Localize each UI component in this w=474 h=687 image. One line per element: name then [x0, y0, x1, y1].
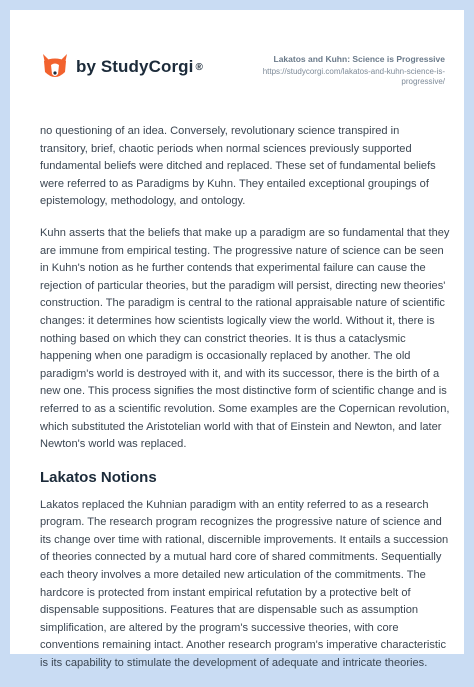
document-body: [40, 123, 450, 687]
document-title: Lakatos and Kuhn: Science is Progressive: [273, 54, 445, 64]
paragraph-2: Kuhn asserts that the beliefs that make up a paradigm are so fundamental that they are immune from empirical testing. The progressive nature of science can be seen in Kuhn's notion as he further contends that experimental failure can cause the rejection of particular theories, but the paradigm will persist, directing new theories' construction. The paradigm is central to the rational appraisable nature of scientific changes: it determines how scientists logically view the world. Without it, there is nothing based on which they can constrict theories. It is thus a cataclysmic happening when one paradigm is occasionally replaced by another. The old paradigm's world is destroyed with it, and with its successor, there is the birth of a new one. This process signifies the most distinctive form of scientific change and is referred to as a scientific revolution. Some examples are the Copernican revolution, which substituted the Aristotelian world with that of Einstein and Newton, and later Newton's world was replaced.: [40, 226, 450, 451]
corgi-icon: [40, 52, 70, 82]
paragraph-3: Lakatos replaced the Kuhnian paradigm with an entity referred to as a research program. The research program recognizes the progressive nature of science and its change over time with rational, discernible improvements. It entails a succession of theories connected by a mutual hard core of shared commitments. Sequentially each theory involves a more detailed new articulation of the commitments. The hardcore is protected from instant empirical refutation by a protective belt of dispensable suppositions. Features that are dispensable such as assumption simplification, are altered by the program's successive theories, with core conventions remaining intact. Another research program's imperative characteristic is its capability to stimulate the development of adequate and intricate theories.: [40, 498, 449, 670]
document-url-line-2: progressive/: [401, 77, 445, 86]
logo-text: by StudyCorgi: [76, 57, 194, 76]
section-heading: Lakatos Notions: [40, 468, 157, 486]
studycorgi-logo[interactable]: [40, 52, 203, 82]
document-meta: [215, 54, 445, 87]
document-page: [10, 10, 464, 670]
paragraph-1: no questioning of an idea. Conversely, revolutionary science transpired in transitory, brief, chaotic periods when normal sciences previously supported fundamental beliefs were ditched and replaced. These set of fundamental beliefs were referred to as Paradigms by Kuhn. They entailed exceptional groupings of epistemology, methodology, and ontology.: [40, 125, 436, 208]
registered-mark: ®: [195, 61, 203, 73]
document-url[interactable]: [215, 67, 445, 87]
document-url-line-1: https://studycorgi.com/lakatos-and-kuhn-science-is-: [262, 67, 445, 76]
page-header: [10, 10, 464, 110]
